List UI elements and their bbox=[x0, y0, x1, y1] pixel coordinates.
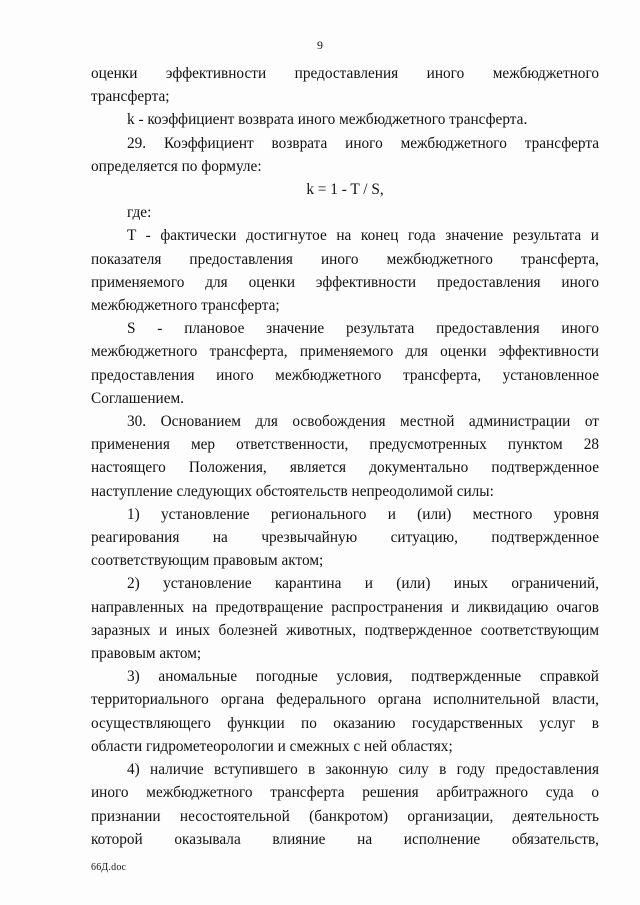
paragraph-where bbox=[91, 201, 599, 224]
text-line: осуществляющего функции по оказанию государственных услуг в bbox=[91, 714, 599, 732]
text-line: иного межбюджетного трансферта решения арбитражного суда о bbox=[91, 784, 599, 802]
paragraph-t-definition bbox=[91, 224, 599, 317]
text-line: признании несостоятельной (банкротом) организации, деятельность bbox=[91, 807, 599, 825]
text-line: территориального органа федерального органа исполнительной власти, bbox=[91, 691, 599, 709]
text-line: настоящего Положения, является документально подтвержденное bbox=[91, 459, 599, 477]
list-item-3 bbox=[91, 665, 599, 758]
text-line: соответствующим правовым актом; bbox=[91, 552, 324, 570]
text-line: правовым актом; bbox=[91, 645, 202, 663]
file-name-footer: 66Д.doc bbox=[91, 862, 127, 873]
text-line: наступление следующих обстоятельств непреодолимой силы: bbox=[91, 482, 494, 500]
text-line: k - коэффициент возврата иного межбюджетного трансферта. bbox=[127, 111, 528, 129]
text-line: межбюджетного трансферта; bbox=[91, 297, 280, 315]
text-line: определяется по формуле: bbox=[91, 157, 262, 175]
text-line: заразных и иных болезней животных, подтвержденное соответствующим bbox=[91, 621, 599, 639]
text-line: направленных на предотвращение распространения и ликвидацию очагов bbox=[91, 598, 599, 616]
paragraph-k-definition bbox=[91, 108, 599, 131]
text-line: 1) установление регионального и (или) местного уровня bbox=[127, 505, 599, 523]
paragraph-s-definition bbox=[91, 317, 599, 410]
text-line: применения мер ответственности, предусмотренных пунктом 28 bbox=[91, 436, 599, 454]
list-item-2 bbox=[91, 572, 599, 665]
text-line: оценки эффективности предоставления иного межбюджетного bbox=[91, 65, 599, 82]
text-line: трансферта; bbox=[91, 88, 170, 106]
document-body bbox=[91, 62, 599, 851]
paragraph-29 bbox=[91, 132, 599, 178]
paragraph-30 bbox=[91, 410, 599, 503]
text-line: межбюджетного трансферта, применяемого для оценки эффективности bbox=[91, 343, 599, 361]
page-number: 9 bbox=[317, 38, 323, 52]
list-item-1 bbox=[91, 503, 599, 573]
text-line: 2) установление карантина и (или) иных ограничений, bbox=[127, 575, 599, 593]
text-line: T - фактически достигнутое на конец года значение результата и bbox=[127, 227, 599, 245]
text-line: показателя предоставления иного межбюджетного трансферта, bbox=[91, 250, 599, 268]
text-line: реагирования на чрезвычайную ситуацию, подтвержденное bbox=[91, 529, 599, 547]
text-line: области гидрометеорологии и смежных с ней областях; bbox=[91, 737, 453, 755]
text-line: 30. Основанием для освобождения местной администрации от bbox=[127, 413, 599, 431]
formula: k = 1 - T / S, bbox=[306, 181, 384, 199]
list-item-4 bbox=[91, 758, 599, 851]
text-line: которой оказывала влияние на исполнение обязательств, bbox=[91, 830, 599, 848]
text-line: 4) наличие вступившего в законную силу в году предоставления bbox=[127, 761, 599, 779]
text-line: 29. Коэффициент возврата иного межбюджетного трансферта bbox=[127, 134, 599, 152]
text-line: 3) аномальные погодные условия, подтвержденные справкой bbox=[127, 668, 599, 686]
text-line: где: bbox=[127, 204, 152, 222]
text-line: S - плановое значение результата предоставления иного bbox=[127, 320, 599, 338]
text-line: применяемого для оценки эффективности предоставления иного bbox=[91, 273, 599, 291]
text-line: Соглашением. bbox=[91, 389, 185, 407]
paragraph-continuation bbox=[91, 62, 599, 108]
text-line: предоставления иного межбюджетного трансферта, установленное bbox=[91, 366, 599, 384]
